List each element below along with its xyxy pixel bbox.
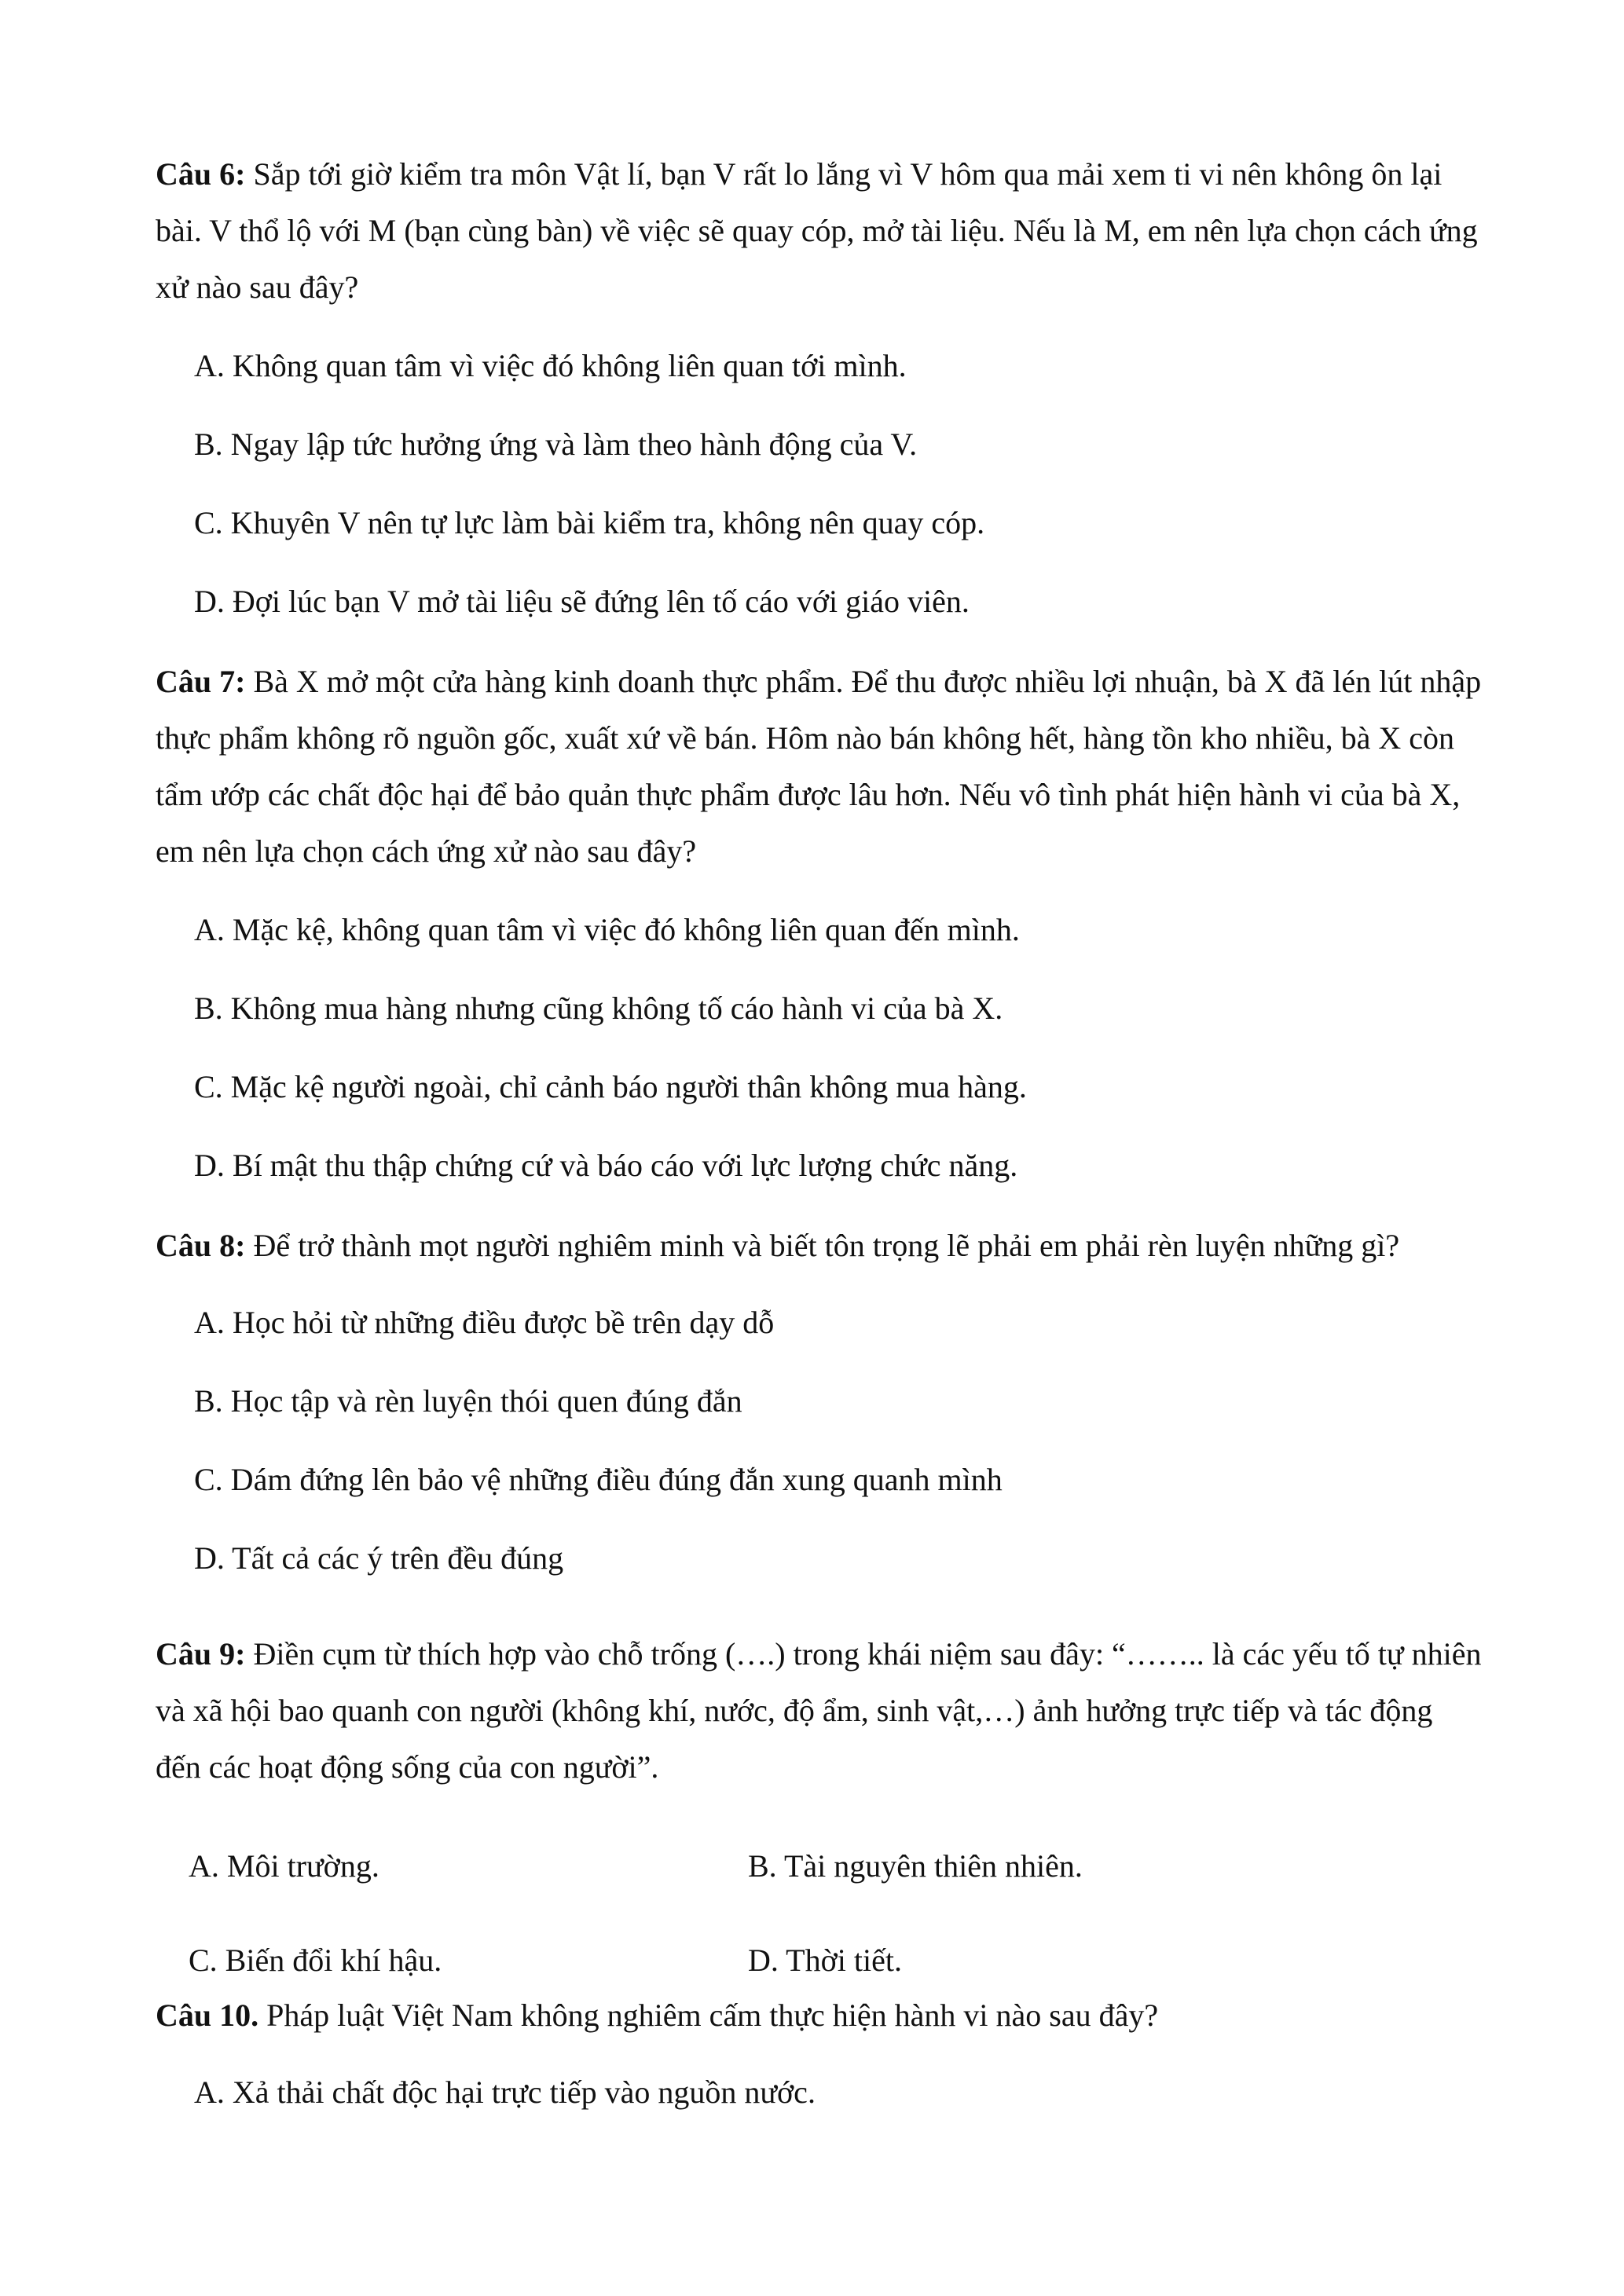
option-9b: B. Tài nguyên thiên nhiên. [748,1848,1083,1884]
question-text: Sắp tới giờ kiểm tra môn Vật lí, bạn V rất lo lắng vì V hôm qua mải xem ti vi nên không ôn lại bài. V thổ lộ với M (bạn cùng bàn) về việc sẽ quay cóp, mở tài liệu. Nếu là M, em nên lựa chọn cách ứng xử nào sau đây? [156,156,1478,305]
question-6 [156,146,1483,316]
question-text: Điền cụm từ thích hợp vào chỗ trống (….) trong khái niệm sau đây: “…….. là các yếu tố tự nhiên và xã hội bao quanh con người (không khí, nước, độ ẩm, sinh vật,…) ảnh hưởng trực tiếp và tác động đến các hoạt động sống của con người”. [156,1636,1482,1785]
option-8b: B. Học tập và rèn luyện thói quen đúng đắn [194,1383,742,1419]
question-text: Pháp luật Việt Nam không nghiêm cấm thực hiện hành vi nào sau đây? [258,1998,1159,2033]
option-7b: B. Không mua hàng nhưng cũng không tố cáo hành vi của bà X. [194,991,1003,1026]
question-10 [156,1987,1483,2044]
question-label: Câu 10. [156,1998,259,2033]
option-9d: D. Thời tiết. [748,1943,902,1978]
option-6d: D. Đợi lúc bạn V mở tài liệu sẽ đứng lên tố cáo với giáo viên. [194,584,970,619]
question-9 [156,1626,1483,1796]
option-8a: A. Học hỏi từ những điều được bề trên dạy dỗ [194,1305,775,1340]
question-label: Câu 7: [156,664,246,699]
question-label: Câu 9: [156,1636,246,1672]
question-8 [156,1218,1531,1274]
option-9c: C. Biến đổi khí hậu. [189,1943,442,1978]
option-7c: C. Mặc kệ người ngoài, chỉ cảnh báo người thân không mua hàng. [194,1069,1027,1104]
question-text: Để trở thành mọt người nghiêm minh và biết tôn trọng lẽ phải em phải rèn luyện những gì? [245,1228,1400,1263]
question-text: Bà X mở một cửa hàng kinh doanh thực phẩm. Để thu được nhiều lợi nhuận, bà X đã lén lút nhập thực phẩm không rõ nguồn gốc, xuất xứ về bán. Hôm nào bán không hết, hàng tồn kho nhiều, bà X còn tẩm ướp các chất độc hại để bảo quản thực phẩm được lâu hơn. Nếu vô tình phát hiện hành vi của bà X, em nên lựa chọn cách ứng xử nào sau đây? [156,664,1482,869]
question-label: Câu 8: [156,1228,246,1263]
option-8d: D. Tất cả các ý trên đều đúng [194,1540,564,1576]
question-label: Câu 6: [156,156,246,192]
option-7a: A. Mặc kệ, không quan tâm vì việc đó không liên quan đến mình. [194,912,1020,947]
option-6a: A. Không quan tâm vì việc đó không liên quan tới mình. [194,348,907,383]
question-7 [156,654,1483,880]
option-6c: C. Khuyên V nên tự lực làm bài kiểm tra, không nên quay cóp. [194,505,985,540]
option-7d: D. Bí mật thu thập chứng cứ và báo cáo với lực lượng chức năng. [194,1148,1018,1183]
option-9a: A. Môi trường. [189,1848,379,1884]
option-10a: A. Xả thải chất độc hại trực tiếp vào nguồn nước. [194,2074,816,2110]
option-6b: B. Ngay lập tức hưởng ứng và làm theo hành động của V. [194,427,918,462]
option-8c: C. Dám đứng lên bảo vệ những điều đúng đắn xung quanh mình [194,1462,1003,1497]
